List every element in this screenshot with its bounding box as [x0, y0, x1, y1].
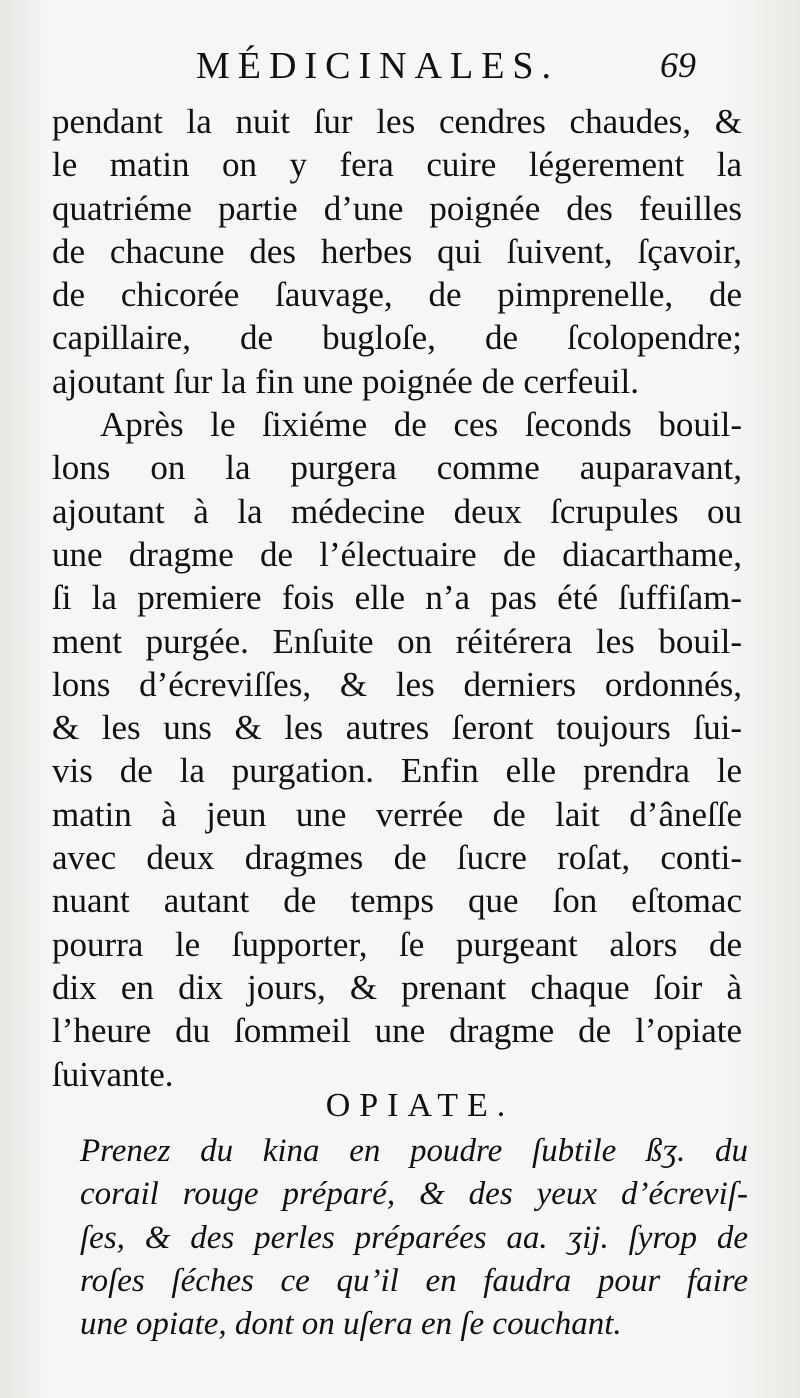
- text-line: ment purgée. Enſuite on réitérera les bouil-: [52, 621, 742, 661]
- text-line: une dragme de l’électuaire de diacarthame,: [52, 534, 742, 574]
- text-line: capillaire, de bugloſe, de ſcolopendre;: [52, 318, 742, 358]
- text-line: avec deux dragmes de ſucre roſat, conti-: [52, 838, 742, 878]
- text-line: & les uns & les autres ſeront toujours ſui-: [52, 708, 742, 748]
- body-text: [52, 100, 742, 1096]
- text-line: le matin on y fera cuire légerement la: [52, 145, 742, 185]
- page-number: 69: [660, 45, 696, 85]
- text-line: Après le ſixiéme de ces ſeconds bouil-: [100, 405, 742, 445]
- text-line: ajoutant à la médecine deux ſcrupules ou: [52, 491, 742, 531]
- text-line: vis de la purgation. Enfin elle prendra le: [52, 751, 742, 791]
- text-line: dix en dix jours, & prenant chaque ſoir à: [52, 967, 742, 1007]
- text-line: de chicorée ſauvage, de pimprenelle, de: [52, 275, 742, 315]
- text-line: ſi la premiere fois elle n’a pas été ſuffiſam-: [52, 578, 742, 618]
- running-head: [0, 44, 800, 94]
- text-line: de chacune des herbes qui ſuivent, ſçavoir,: [52, 231, 742, 271]
- text-line: pendant la nuit ſur les cendres chaudes, &: [52, 102, 742, 141]
- text-line: quatriéme partie d’une poignée des feuilles: [52, 188, 742, 228]
- text-line: nuant autant de temps que ſon eſtomac: [52, 881, 742, 921]
- recipe-line: corail rouge préparé, & des yeux d’écreviſ-: [80, 1176, 748, 1213]
- text-line: lons on la purgera comme auparavant,: [52, 448, 742, 488]
- recipe-line: une opiate, dont on uſera en ſe couchant.: [80, 1306, 622, 1343]
- running-title: MÉDICINALES.: [196, 45, 560, 87]
- text-line: matin à jeun une verrée de lait d’âneſſe: [52, 794, 742, 834]
- text-line: l’heure du ſommeil une dragme de l’opiate: [52, 1011, 742, 1051]
- text-line: ſuivante.: [52, 1054, 174, 1094]
- recipe-text: [80, 1130, 748, 1346]
- recipe-line: Prenez du kina en poudre ſubtile ßʒ. du: [80, 1133, 748, 1169]
- text-line: ajoutant ſur la fin une poignée de cerfeuil.: [52, 361, 639, 401]
- section-heading: OPIATE.: [325, 1087, 515, 1124]
- recipe-line: ſes, & des perles préparées aa. ʒij. ſyrop de: [80, 1219, 748, 1256]
- text-line: pourra le ſupporter, ſe purgeant alors de: [52, 924, 742, 964]
- recipe-line: roſes ſéches ce qu’il en faudra pour faire: [80, 1262, 748, 1299]
- text-line: lons d’écreviſſes, & les derniers ordonnés,: [52, 664, 742, 704]
